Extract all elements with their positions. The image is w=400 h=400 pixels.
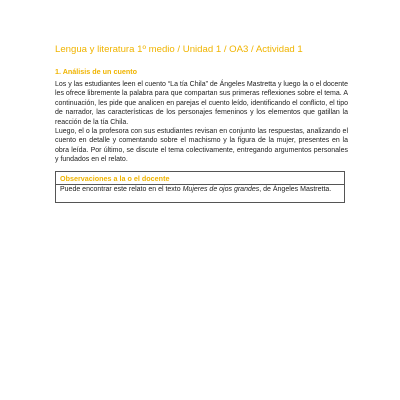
- page-title: Lengua y literatura 1º medio / Unidad 1 / OA3 / Actividad 1: [55, 44, 303, 55]
- section-heading: 1. Análisis de un cuento: [55, 67, 138, 76]
- teacher-notes-text: [60, 185, 340, 194]
- paragraph-intro: Los y las estudiantes leen el cuento “La tía Chila” de Ángeles Mastretta y luego la o el docente les ofrece libremente la palabra para que compartan sus primeras reflexiones sobre el tema. A continuación, les pide que analicen en parejas el cuento leído, identificando el conflicto, el tipo de narrador, las características de los personajes femeninos y los elementos que gatillan la reacción de la tía Chila.: [55, 81, 349, 126]
- paragraph-followup: Luego, el o la profesora con sus estudiantes revisan en conjunto las respuestas, analizando el cuento en detalle y comentando sobre el machismo y la figura de la mujer, presentes en la obra leída. Por último, se discute el tema colectivamente, entregando argumentos personales y fundados en el relato.: [55, 128, 348, 164]
- teacher-notes-box: [55, 171, 345, 203]
- note-text-after: , de Ángeles Mastretta.: [259, 186, 332, 193]
- book-title: Mujeres de ojos grandes: [182, 186, 260, 193]
- note-text-before: Puede encontrar este relato en el texto: [60, 186, 183, 193]
- teacher-notes-heading: Observaciones a la o el docente: [60, 174, 170, 183]
